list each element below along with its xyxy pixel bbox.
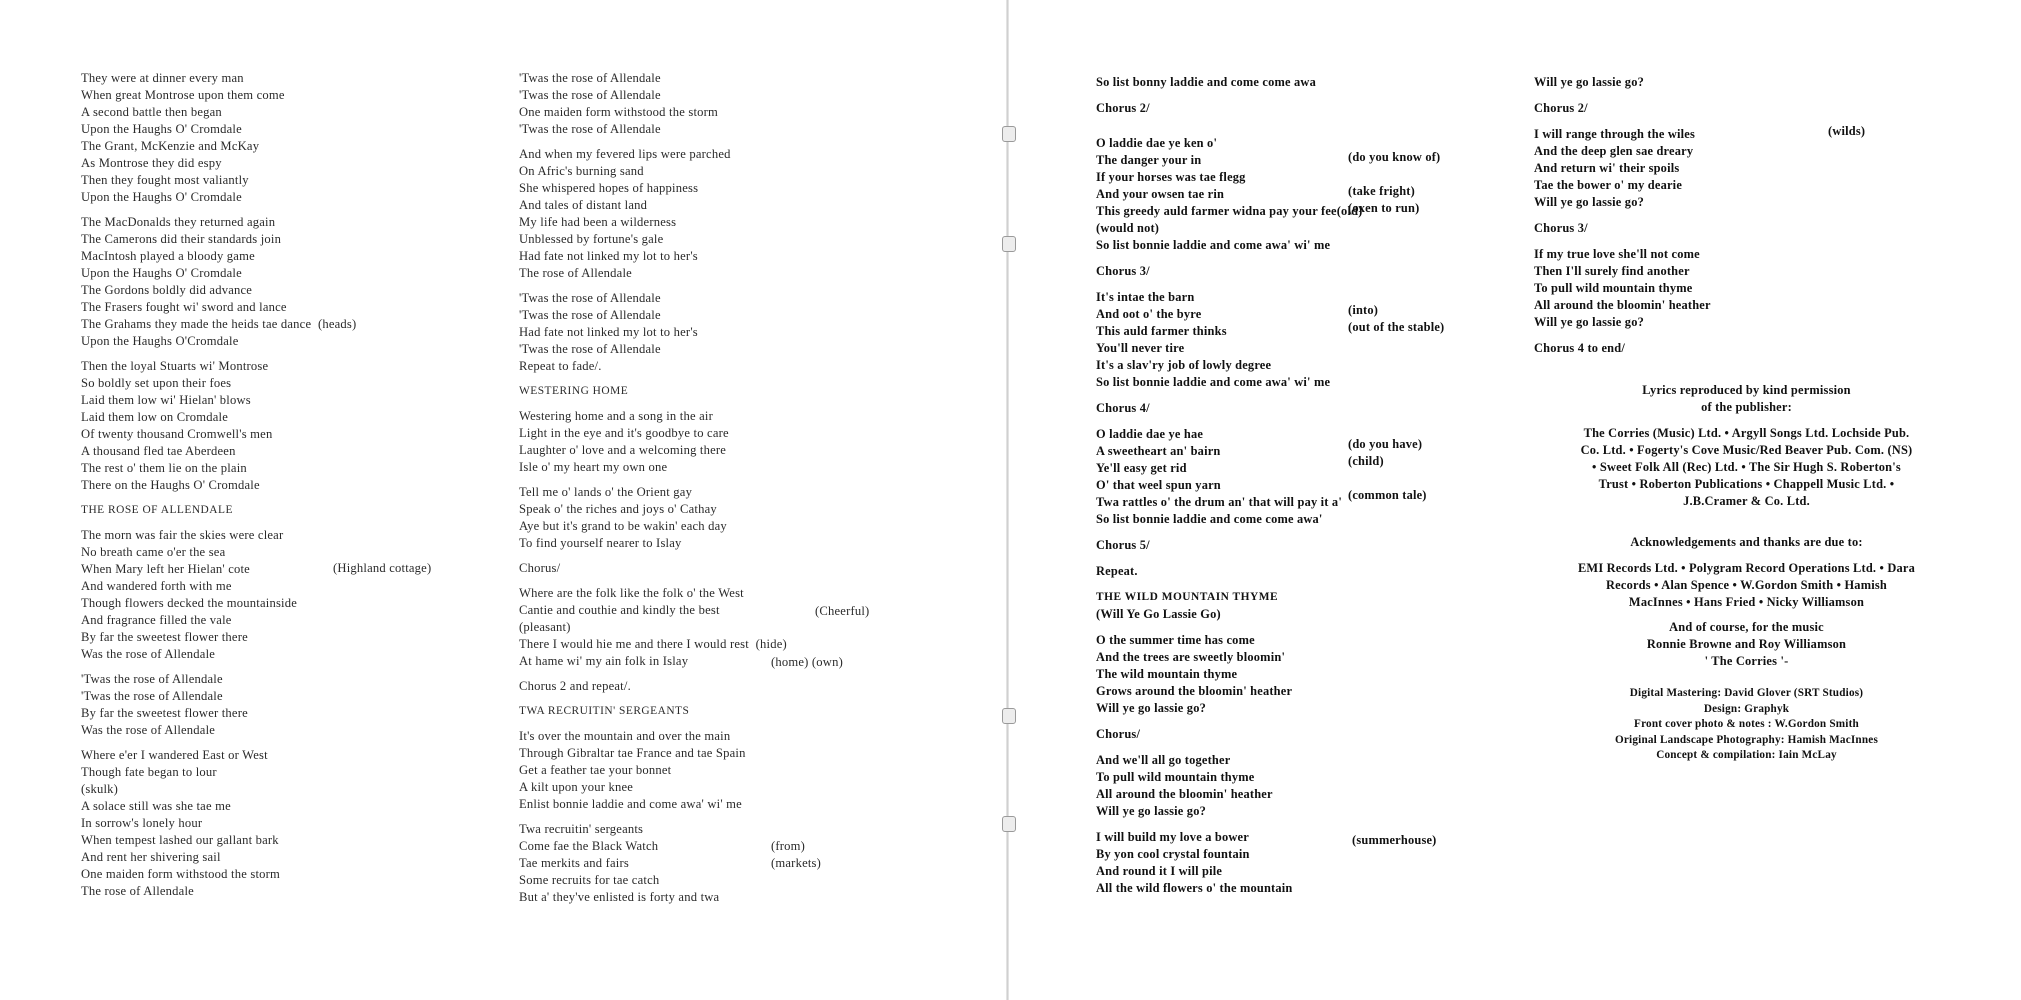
lyric-line: It's over the mountain and over the main <box>519 729 731 743</box>
gloss-translation: (Highland cottage) <box>333 561 432 575</box>
lyric-line: When tempest lashed our gallant bark <box>81 833 279 847</box>
lyric-line: By far the sweetest flower there <box>81 706 248 720</box>
lyric-line: Had fate not linked my lot to her's <box>519 249 698 263</box>
staple-mark <box>1002 236 1016 252</box>
credits-heading: Lyrics reproduced by kind permission <box>1642 383 1851 397</box>
lyric-line: Where e'er I wandered East or West <box>81 748 268 762</box>
lyric-line: Get a feather tae your bonnet <box>519 763 672 777</box>
lyric-line: Though fate began to lour <box>81 765 217 779</box>
lyric-line: Light in the eye and it's goodbye to care <box>519 426 729 440</box>
lyric-line: The Frasers fought wi' sword and lance <box>81 300 287 314</box>
lyric-line: Some recruits for tae catch <box>519 873 660 887</box>
production-credit: Digital Mastering: David Glover (SRT Studios) <box>1629 687 1864 699</box>
lyric-line: The rest o' them lie on the plain <box>81 461 247 475</box>
lyric-line: The danger your in <box>1096 153 1202 167</box>
gloss-translation: (common tale) <box>1348 488 1427 502</box>
gloss-translation: (take fright) <box>1348 184 1415 198</box>
lyric-line: Then I'll surely find another <box>1534 264 1690 278</box>
lyric-line: There on the Haughs O' Cromdale <box>81 478 260 492</box>
lyric-line: I will build my love a bower <box>1096 830 1249 844</box>
lyric-line: Upon the Haughs O' Cromdale <box>81 266 242 280</box>
lyric-line: And wandered forth with me <box>81 579 232 593</box>
lyric-line: Grows around the bloomin' heather <box>1096 684 1293 698</box>
lyric-line: O' that weel spun yarn <box>1096 478 1221 492</box>
page-fold <box>1006 0 1009 1000</box>
lyric-line: Chorus 2/ <box>1096 101 1150 115</box>
acknowledgement-credit: EMI Records Ltd. • Polygram Record Operations Ltd. • Dara <box>1577 561 1916 575</box>
lyric-line: A second battle then began <box>81 105 222 119</box>
lyric-line: Cantie and couthie and kindly the best <box>519 603 720 617</box>
lyric-line: At hame wi' my ain folk in Islay <box>519 654 689 668</box>
lyric-line: 'Twas the rose of Allendale <box>81 689 223 703</box>
lyric-line: So boldly set upon their foes <box>81 376 232 390</box>
lyric-line: But a' they've enlisted is forty and twa <box>519 890 720 904</box>
lyric-line: My life had been a wilderness <box>519 215 677 229</box>
lyric-line: Will ye go lassie go? <box>1096 804 1206 818</box>
gloss-translation: (home) (own) <box>771 655 843 669</box>
lyric-line: Chorus 5/ <box>1096 538 1150 552</box>
lyric-line: By yon cool crystal fountain <box>1096 847 1250 861</box>
gloss-translation: (into) <box>1348 303 1379 317</box>
lyric-line: (skulk) <box>81 782 119 796</box>
lyric-line: Through Gibraltar tae France and tae Spain <box>519 746 746 760</box>
lyric-line: The Grant, McKenzie and McKay <box>81 139 260 153</box>
lyric-line: One maiden form withstood the storm <box>519 105 719 119</box>
lyric-line: And fragrance filled the vale <box>81 613 232 627</box>
lyric-line: When Mary left her Hielan' cote <box>81 562 250 576</box>
lyric-line: Chorus 3/ <box>1534 221 1588 235</box>
lyric-line: And tales of distant land <box>519 198 648 212</box>
music-credit: Ronnie Browne and Roy Williamson <box>1646 637 1847 651</box>
publisher-credit: The Corries (Music) Ltd. • Argyll Songs Ltd. Lochside Pub. <box>1583 426 1910 440</box>
lyric-line: Chorus 4 to end/ <box>1534 341 1625 355</box>
lyric-line: Repeat. <box>1096 564 1138 578</box>
lyric-line: And the trees are sweetly bloomin' <box>1096 650 1286 664</box>
acknowledgement-credit: Records • Alan Spence • W.Gordon Smith • Hamish <box>1606 578 1887 592</box>
lyric-line: Chorus 3/ <box>1096 264 1150 278</box>
lyric-line: So list bonny laddie and come come awa <box>1096 75 1316 89</box>
lyric-line: She whispered hopes of happiness <box>519 181 699 195</box>
credits-heading: of the publisher: <box>1701 400 1792 414</box>
lyric-line: This auld farmer thinks <box>1096 324 1227 338</box>
gloss-translation: (wilds) <box>1828 124 1866 138</box>
staple-mark <box>1002 816 1016 832</box>
lyric-line: As Montrose they did espy <box>81 156 222 170</box>
lyric-line: They were at dinner every man <box>81 71 244 85</box>
gloss-translation: (summerhouse) <box>1352 833 1437 847</box>
lyric-line: Then the loyal Stuarts wi' Montrose <box>81 359 269 373</box>
credits-heading: Acknowledgements and thanks are due to: <box>1630 535 1863 549</box>
lyric-line: (Will Ye Go Lassie Go) <box>1096 607 1221 621</box>
lyric-line: 'Twas the rose of Allendale <box>81 672 223 686</box>
production-credit: Design: Graphyk <box>1703 702 1790 715</box>
lyric-line: To find yourself nearer to Islay <box>519 536 682 550</box>
lyric-line: Tae merkits and fairs <box>519 856 629 870</box>
lyric-line: And your owsen tae rin <box>1096 187 1225 201</box>
lyric-line: Isle o' my heart my own one <box>519 460 668 474</box>
lyric-line: A kilt upon your knee <box>519 780 634 794</box>
staple-mark <box>1002 126 1016 142</box>
lyric-line: Unblessed by fortune's gale <box>519 232 664 246</box>
lyric-line: Laid them low wi' Hielan' blows <box>81 393 251 407</box>
lyric-line: To pull wild mountain thyme <box>1534 281 1693 295</box>
lyric-line: And rent her shivering sail <box>81 850 221 864</box>
lyric-line: Will ye go lassie go? <box>1534 315 1644 329</box>
production-credit: Concept & compilation: Iain McLay <box>1656 749 1837 761</box>
lyric-line: Tae the bower o' my dearie <box>1534 178 1683 192</box>
lyric-line: Will ye go lassie go? <box>1096 701 1206 715</box>
gloss-translation: (oxen to run) <box>1348 201 1420 215</box>
lyric-line: And we'll all go together <box>1096 753 1231 767</box>
gloss-translation: (child) <box>1348 454 1384 468</box>
lyric-line: The Grahams they made the heids tae dance (heads) <box>81 317 357 331</box>
production-credit: Front cover photo & notes : W.Gordon Smith <box>1634 718 1859 730</box>
lyric-line: A sweetheart an' bairn <box>1096 444 1221 458</box>
lyric-line: If my true love she'll not come <box>1534 247 1700 261</box>
lyric-line: Upon the Haughs O'Cromdale <box>81 334 239 348</box>
lyric-line: I will range through the wiles <box>1534 127 1696 141</box>
lyric-line: Twa rattles o' the drum an' that will pay it a' <box>1096 495 1342 509</box>
lyric-line: Chorus/ <box>1096 727 1141 741</box>
lyric-line: The Camerons did their standards join <box>81 232 282 246</box>
lyric-line: Speak o' the riches and joys o' Cathay <box>519 502 717 516</box>
lyric-line: Of twenty thousand Cromwell's men <box>81 427 273 441</box>
lyric-line: The rose of Allendale <box>519 266 632 280</box>
staple-mark <box>1002 708 1016 724</box>
lyric-line: If your horses was tae flegg <box>1096 170 1246 184</box>
lyric-line: All around the bloomin' heather <box>1096 787 1273 801</box>
lyric-line: It's a slav'ry job of lowly degree <box>1096 358 1272 372</box>
lyric-line: 'Twas the rose of Allendale <box>519 122 661 136</box>
lyric-line: So list bonnie laddie and come come awa' <box>1096 512 1323 526</box>
music-credit: And of course, for the music <box>1669 620 1824 634</box>
gloss-translation: (out of the stable) <box>1348 320 1445 334</box>
lyric-line: O laddie dae ye ken o' <box>1096 136 1218 150</box>
gloss-translation: (Cheerful) <box>815 604 870 618</box>
lyric-line: By far the sweetest flower there <box>81 630 248 644</box>
lyric-line: Chorus 2 and repeat/. <box>519 679 631 693</box>
lyric-line: And return wi' their spoils <box>1534 161 1680 175</box>
lyric-line: Upon the Haughs O' Cromdale <box>81 190 242 204</box>
lyric-line: 'Twas the rose of Allendale <box>519 342 661 356</box>
publisher-credit: • Sweet Folk All (Rec) Ltd. • The Sir Hugh S. Roberton's <box>1592 460 1901 474</box>
lyric-line: Where are the folk like the folk o' the West <box>519 586 744 600</box>
lyric-line: Laid them low on Cromdale <box>81 410 228 424</box>
lyric-line: O the summer time has come <box>1096 633 1255 647</box>
lyric-line: One maiden form withstood the storm <box>81 867 281 881</box>
lyric-line: 'Twas the rose of Allendale <box>519 291 661 305</box>
gloss-translation: (do you know of) <box>1348 150 1441 164</box>
lyric-line: Was the rose of Allendale <box>81 647 216 661</box>
lyric-line: 'Twas the rose of Allendale <box>519 71 661 85</box>
lyric-line: Then they fought most valiantly <box>81 173 249 187</box>
lyric-line: You'll never tire <box>1096 341 1185 355</box>
lyric-line: Will ye go lassie go? <box>1534 195 1644 209</box>
lyric-line: The MacDonalds they returned again <box>81 215 276 229</box>
lyric-line: And round it I will pile <box>1096 864 1223 878</box>
lyric-line: The wild mountain thyme <box>1096 667 1238 681</box>
lyric-line: It's intae the barn <box>1096 290 1195 304</box>
lyric-line: All the wild flowers o' the mountain <box>1096 881 1293 895</box>
lyric-line: Westering home and a song in the air <box>519 409 713 423</box>
song-title: THE WILD MOUNTAIN THYME <box>1096 591 1279 603</box>
gloss-translation: (do you have) <box>1348 437 1423 451</box>
lyric-line: Aye but it's grand to be wakin' each day <box>519 519 727 533</box>
lyric-line: In sorrow's lonely hour <box>81 816 203 830</box>
lyric-line: MacIntosh played a bloody game <box>81 249 255 263</box>
lyric-line: Chorus 4/ <box>1096 401 1150 415</box>
lyric-line: Was the rose of Allendale <box>81 723 216 737</box>
lyric-line: To pull wild mountain thyme <box>1096 770 1255 784</box>
gloss-translation: (from) <box>771 839 806 853</box>
lyric-line: So list bonnie laddie and come awa' wi' me <box>1096 375 1331 389</box>
lyric-line: Come fae the Black Watch <box>519 839 659 853</box>
lyric-line: No breath came o'er the sea <box>81 545 226 559</box>
lyric-line: When great Montrose upon them come <box>81 88 285 102</box>
lyric-line: The morn was fair the skies were clear <box>81 528 284 542</box>
lyric-line: On Afric's burning sand <box>519 164 644 178</box>
lyric-line: Though flowers decked the mountainside <box>81 596 298 610</box>
lyric-line: There I would hie me and there I would rest (hide) <box>519 637 787 651</box>
publisher-credit: J.B.Cramer & Co. Ltd. <box>1683 494 1810 508</box>
music-credit: ' The Corries '- <box>1704 654 1789 668</box>
lyric-line: The rose of Allendale <box>81 884 194 898</box>
lyric-line: (pleasant) <box>519 620 571 634</box>
publisher-credit: Trust • Roberton Publications • Chappell Music Ltd. • <box>1598 477 1895 491</box>
lyric-line: 'Twas the rose of Allendale <box>519 88 661 102</box>
lyric-line: Tell me o' lands o' the Orient gay <box>519 485 693 499</box>
song-title: THE ROSE OF ALLENDALE <box>81 504 233 516</box>
lyric-line: And when my fevered lips were parched <box>519 147 731 161</box>
lyric-line: And the deep glen sae dreary <box>1534 144 1694 158</box>
song-title: TWA RECRUITIN' SERGEANTS <box>519 705 690 717</box>
lyric-line: And oot o' the byre <box>1096 307 1202 321</box>
lyric-line: This greedy auld farmer widna pay your fee(old) <box>1096 204 1363 218</box>
lyric-line: The Gordons boldly did advance <box>81 283 253 297</box>
song-title: WESTERING HOME <box>519 385 629 397</box>
lyric-line: A solace still was she tae me <box>81 799 231 813</box>
lyric-line: Chorus/ <box>519 561 561 575</box>
lyric-line: Upon the Haughs O' Cromdale <box>81 122 242 136</box>
lyric-line: Chorus 2/ <box>1534 101 1588 115</box>
lyric-line: So list bonnie laddie and come awa' wi' me <box>1096 238 1331 252</box>
lyric-line: Laughter o' love and a welcoming there <box>519 443 727 457</box>
production-credit: Original Landscape Photography: Hamish MacInnes <box>1614 733 1878 746</box>
lyric-line: 'Twas the rose of Allendale <box>519 308 661 322</box>
lyric-line: Will ye go lassie go? <box>1534 75 1644 89</box>
gloss-translation: (markets) <box>771 856 822 870</box>
lyric-line: Had fate not linked my lot to her's <box>519 325 698 339</box>
lyric-line: Twa recruitin' sergeants <box>519 822 644 836</box>
lyric-line: A thousand fled tae Aberdeen <box>81 444 236 458</box>
lyric-line: (would not) <box>1096 221 1160 235</box>
acknowledgement-credit: MacInnes • Hans Fried • Nicky Williamson <box>1628 595 1865 609</box>
lyric-line: All around the bloomin' heather <box>1534 298 1711 312</box>
lyric-line: O laddie dae ye hae <box>1096 427 1204 441</box>
lyric-line: Enlist bonnie laddie and come awa' wi' me <box>519 797 742 811</box>
lyric-line: Repeat to fade/. <box>519 359 602 373</box>
lyric-line: Ye'll easy get rid <box>1096 461 1187 475</box>
publisher-credit: Co. Ltd. • Fogerty's Cove Music/Red Beaver Pub. Com. (NS) <box>1580 443 1913 457</box>
